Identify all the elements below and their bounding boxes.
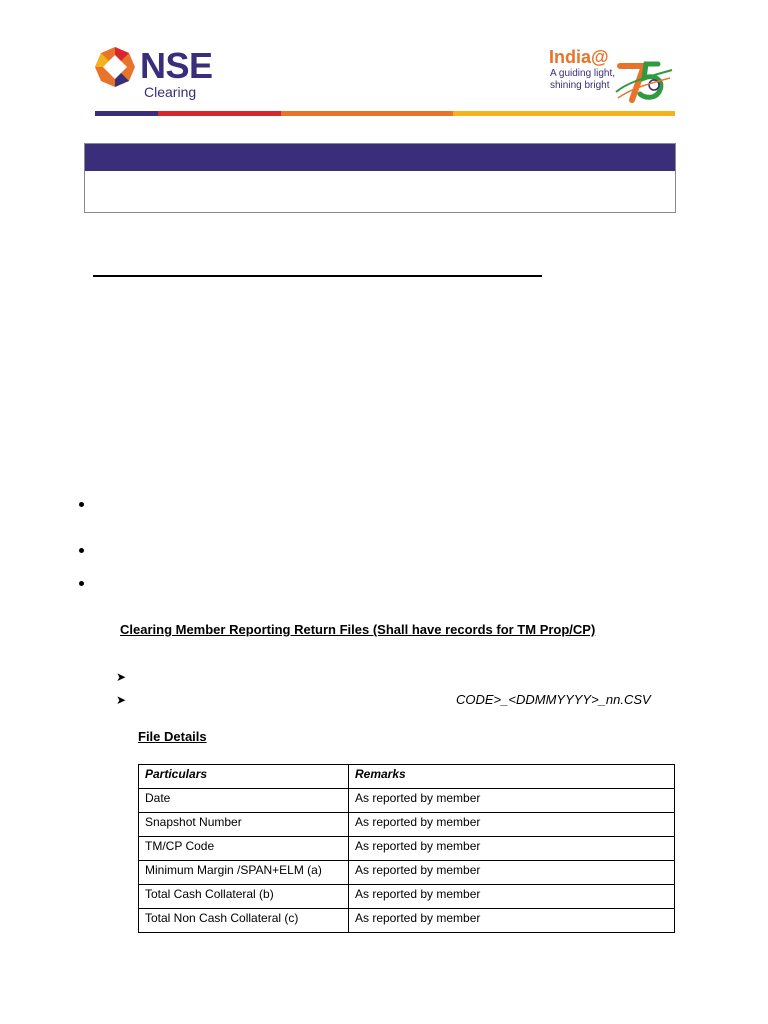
table-row [139, 837, 675, 861]
color-bar-segment [95, 111, 158, 116]
particulars-cell: Date [139, 789, 349, 813]
header-color-bar [95, 111, 675, 116]
india-logo-tagline-2: shining bright [550, 80, 610, 91]
file-details-table [138, 764, 675, 933]
table-row [139, 789, 675, 813]
india-at-75-logo [548, 46, 676, 108]
nse-logo-mark-icon [94, 46, 136, 88]
india-logo-tagline-1: A guiding light, [550, 68, 616, 79]
remarks-cell: As reported by member [349, 861, 675, 885]
particulars-cell: TM/CP Code [139, 837, 349, 861]
table-row [139, 885, 675, 909]
bullet-point [79, 548, 84, 553]
nse-clearing-logo [94, 44, 224, 104]
particulars-cell: Total Non Cash Collateral (c) [139, 909, 349, 933]
color-bar-segment [158, 111, 281, 116]
nse-wordmark: NSE [140, 45, 213, 86]
table-row [139, 909, 675, 933]
seventy-five-emblem-icon [614, 52, 674, 108]
header-particulars: Particulars [139, 765, 349, 789]
table-row [139, 813, 675, 837]
bullet-point [79, 581, 84, 586]
remarks-cell: As reported by member [349, 909, 675, 933]
remarks-cell: As reported by member [349, 813, 675, 837]
particulars-cell: Snapshot Number [139, 813, 349, 837]
table-header-row [139, 765, 675, 789]
section-heading: Clearing Member Reporting Return Files (Shall have records for TM Prop/CP) [120, 622, 596, 637]
india-logo-title: India@ [549, 47, 609, 67]
color-bar-segment [281, 111, 453, 116]
remarks-cell: As reported by member [349, 885, 675, 909]
arrow-bullet-icon: ➤ [116, 693, 127, 707]
circular-banner-box [84, 143, 676, 213]
bullet-point [79, 502, 84, 507]
title-underline-rule [93, 275, 542, 277]
file-details-heading: File Details [138, 729, 207, 744]
banner-header-strip [85, 144, 675, 171]
particulars-cell: Total Cash Collateral (b) [139, 885, 349, 909]
table-row [139, 861, 675, 885]
header-remarks: Remarks [349, 765, 675, 789]
nse-subtitle: Clearing [144, 84, 197, 100]
remarks-cell: As reported by member [349, 837, 675, 861]
filename-pattern: CODE>_<DDMMYYYY>_nn.CSV [456, 692, 651, 707]
remarks-cell: As reported by member [349, 789, 675, 813]
particulars-cell: Minimum Margin /SPAN+ELM (a) [139, 861, 349, 885]
arrow-bullet-icon: ➤ [116, 670, 127, 684]
color-bar-segment [453, 111, 675, 116]
